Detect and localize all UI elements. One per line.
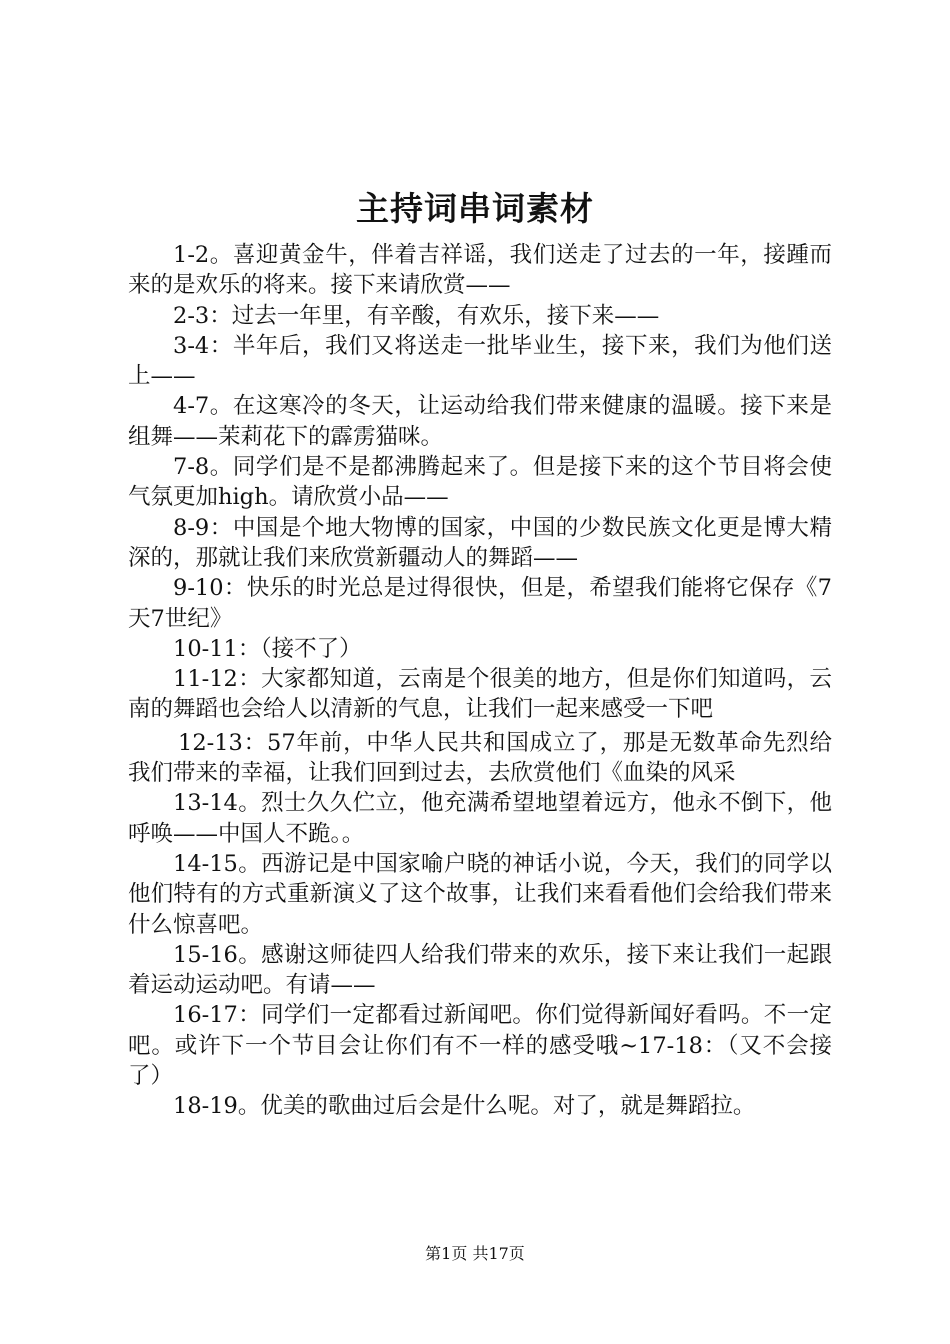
paragraph: 12-13：57年前，中华人民共和国成立了，那是无数革命先烈给我们带来的幸福，让我们回到过去，去欣赏他们《血染的风采 bbox=[128, 729, 832, 787]
paragraph: 16-17：同学们一定都看过新闻吧。你们觉得新闻好看吗。不一定吧。或许下一个节目会让你们有不一样的感受哦~17-18：（又不会接了） bbox=[128, 1002, 832, 1090]
paragraph: 3-4：半年后，我们又将送走一批毕业生，接下来，我们为他们送上—— bbox=[128, 332, 832, 390]
document-title: 主持词串词素材 bbox=[356, 189, 594, 228]
paragraph: 13-14。烈士久久伫立，他充满希望地望着远方，他永不倒下，他呼唤——中国人不跪。。 bbox=[128, 790, 832, 847]
paragraph: 1-2。喜迎黄金牛，伴着吉祥谣，我们送走了过去的一年，接踵而来的是欢乐的将来。接下来请欣赏—— bbox=[128, 242, 832, 299]
page-number-footer: 第1页 共17页 bbox=[425, 1244, 525, 1263]
paragraph: 9-10：快乐的时光总是过得很快，但是，希望我们能将它保存《7天7世纪》 bbox=[128, 575, 832, 632]
paragraph: 4-7。在这寒冷的冬天，让运动给我们带来健康的温暖。接下来是组舞——茉莉花下的霹雳猫咪。 bbox=[128, 393, 832, 450]
paragraph: 11-12：大家都知道，云南是个很美的地方，但是你们知道吗，云南的舞蹈也会给人以清新的气息，让我们一起来感受一下吧 bbox=[128, 666, 832, 723]
paragraph: 2-3：过去一年里，有辛酸，有欢乐，接下来—— bbox=[173, 302, 660, 329]
paragraph: 14-15。西游记是中国家喻户晓的神话小说，今天，我们的同学以他们特有的方式重新演义了这个故事，让我们来看看他们会给我们带来什么惊喜吧。 bbox=[128, 850, 832, 938]
paragraph: 15-16。感谢这师徒四人给我们带来的欢乐，接下来让我们一起跟着运动运动吧。有请—— bbox=[128, 941, 832, 999]
paragraph: 7-8。同学们是不是都沸腾起来了。但是接下来的这个节目将会使气氛更加high。请欣赏小品—— bbox=[128, 454, 832, 511]
document-body bbox=[128, 240, 832, 1122]
paragraph: 10-11：（接不了） bbox=[173, 635, 362, 662]
paragraph: 18-19。优美的歌曲过后会是什么呢。对了，就是舞蹈拉。 bbox=[173, 1093, 756, 1120]
paragraph: 8-9：中国是个地大物博的国家，中国的少数民族文化更是博大精深的，那就让我们来欣赏新疆动人的舞蹈—— bbox=[128, 514, 832, 571]
